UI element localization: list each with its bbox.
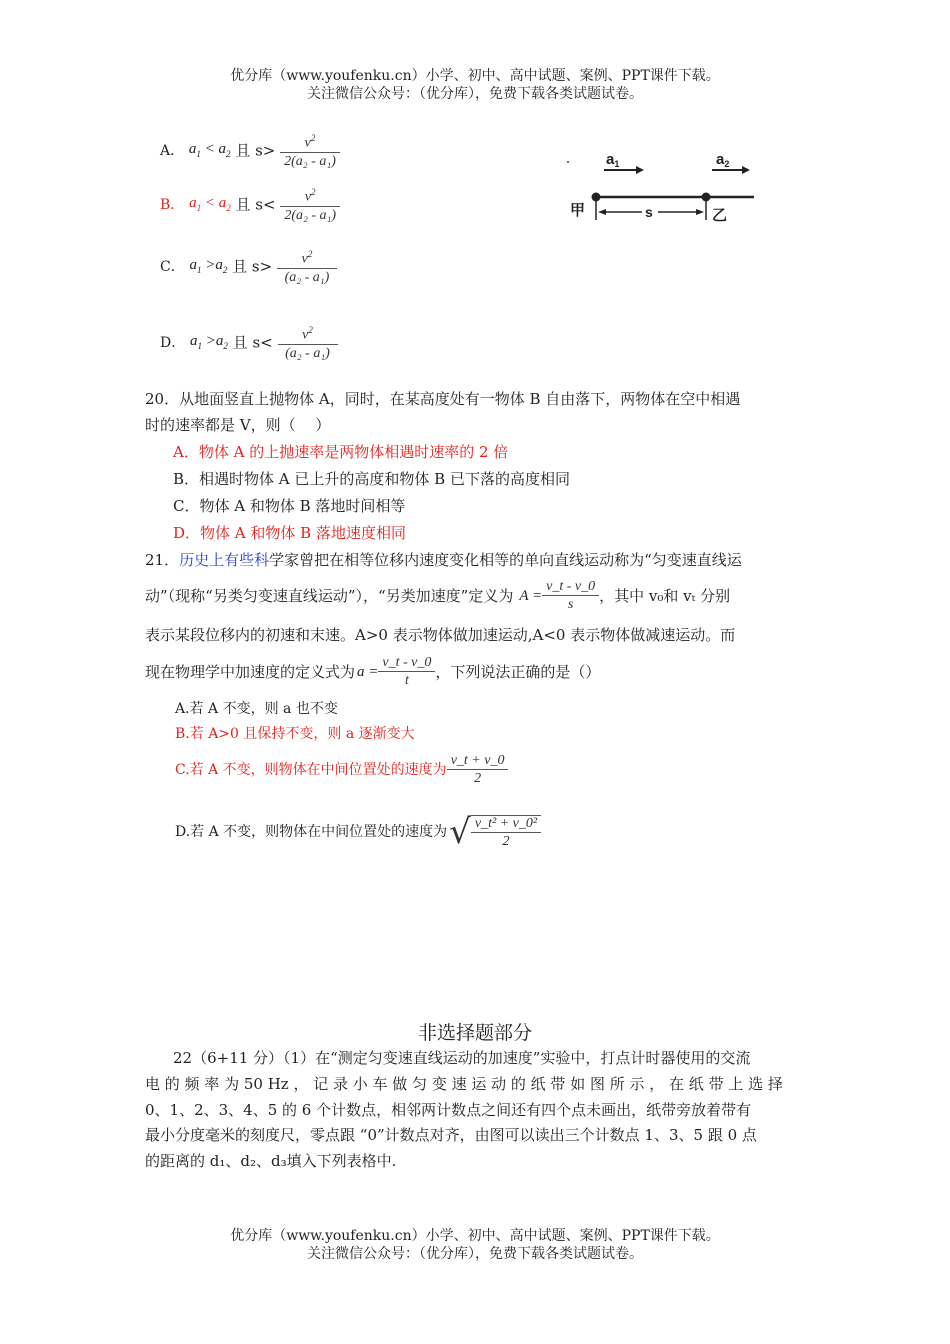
q20-option-a: A．物体 A 的上抛速率是两物体相遇时速率的 2 倍	[173, 443, 509, 461]
q19-option-c: C． $a_1 >a_2$ 且 s> $\frac{v^2}{\text{(a₂ - a₁)}}$	[160, 246, 337, 296]
fraction: $\frac{v\_t - v\_0}{t}$	[378, 655, 435, 689]
q21-line-3: 表示某段位移内的初速和末速。A>0 表示物体做加速运动,A<0 表示物体做减速运动。而	[145, 626, 736, 644]
footer-line-2: 关注微信公众号：（优分库），免费下载各类试题试卷。	[307, 1246, 643, 1262]
q21-option-b: B.若 A>0 且保持不变，则 a 逐渐变大	[175, 726, 415, 742]
q20-stem-line-2: 时的速率都是 V，则（ ）	[145, 416, 331, 434]
q21-link[interactable]: 历史上有些科	[179, 551, 270, 569]
a2-arrowhead	[742, 166, 750, 174]
sqrt-sign: √	[449, 812, 471, 852]
q21-line-2: 动”（现称“另类匀变速直线运动”），“另类加速度”定义为 A = $\frac{v\_t - v\_0}{s}$ ，其中 v₀和 vₜ 分别	[145, 579, 731, 612]
dim-arrow-right	[696, 209, 704, 215]
q19-option-a: A． $a_1 < a_2$ 且 s> $\frac{v^2}{\text{2(a₂ - a₁)}}$	[160, 130, 340, 174]
q20-option-d: D．物体 A 和物体 B 落地速度相同	[173, 524, 406, 542]
q19-option-d: D． $a_1 >a_2$ 且 s< $\frac{v^2}{\text{(a₂ - a₁)}}$	[160, 322, 338, 372]
a1-arrowhead	[636, 166, 644, 174]
jia-label: 甲	[570, 201, 586, 219]
header-line-2: 关注微信公众号：（优分库），免费下载各类试题试卷。	[307, 86, 643, 102]
q21-option-c: C.若 A 不变，则物体在中间位置处的速度为 $\frac{v\_t + v\_0}{2}$	[175, 748, 508, 792]
motion-diagram	[560, 140, 760, 230]
fraction: $\frac{v^2}{\text{2(a₂ - a₁)}}$	[280, 184, 340, 224]
q20-option-b: B．相遇时物体 A 已上升的高度和物体 B 已下落的高度相同	[173, 470, 570, 488]
fraction: $\frac{\text{v\_t² + v\_0²}}{2}$	[471, 815, 541, 850]
q22-line-4: 最小分度毫米的刻度尺，零点跟 “0”计数点对齐，由图可以读出三个计数点 1、3、5 跟 0 点	[145, 1126, 757, 1144]
q22-line-3: 0、1、2、3、4、5 的 6 个计数点，相邻两计数点之间还有四个点未画出，纸带旁放着带有	[145, 1101, 752, 1119]
a2-label: $a_2$	[716, 151, 730, 169]
distance-label: s	[645, 204, 653, 220]
dim-arrow-left	[598, 209, 606, 215]
q21-option-d: D.若 A 不变，则物体在中间位置处的速度为 √ $\frac{\text{v\_t² + v\_0²}}{2}$	[175, 804, 541, 860]
dot-mark	[567, 161, 569, 163]
q22-line-1: 22（6+11 分）（1）在“测定匀变速直线运动的加速度”实验中，打点计时器使用的交流	[173, 1049, 751, 1067]
fraction: $\frac{v\_t - v\_0}{s}$	[542, 579, 599, 613]
yi-label: 乙	[712, 206, 728, 224]
q21-line-4: 现在物理学中加速度的定义式为 a = $\frac{v\_t - v\_0}{t}$ ，下列说法正确的是（）	[145, 655, 601, 688]
q19-option-b: B． $a_1 < a_2$ 且 s< $\frac{v^2}{\text{2(a₂ - a₁)}}$	[160, 184, 340, 228]
footer-line-1: 优分库（www.youfenku.cn）小学、初中、高中试题、案例、PPT课件下载。	[230, 1228, 720, 1244]
fraction: $\frac{v\_t + v\_0}{2}$	[447, 753, 509, 787]
a1-label: $a_1$	[606, 151, 620, 169]
q21-option-a: A.若 A 不变，则 a 也不变	[175, 701, 338, 717]
q20-stem-line-1: 20．从地面竖直上抛物体 A，同时，在某高度处有一物体 B 自由落下，两物体在空中相遇	[145, 390, 741, 408]
q22-line-5: 的距离的 d₁、d₂、d₃填入下列表格中.	[145, 1152, 397, 1170]
fraction: $\frac{v^2}{\text{2(a₂ - a₁)}}$	[280, 130, 340, 170]
fraction: $\frac{v^2}{\text{(a₂ - a₁)}}$	[278, 322, 338, 362]
q22-line-2: 电 的 频 率 为 50 Hz ， 记 录 小 车 做 匀 变 速 运 动 的 纸 带 如 图 所 示 ， 在 纸 带 上 选 择	[145, 1075, 783, 1093]
q20-option-c: C．物体 A 和物体 B 落地时间相等	[173, 497, 406, 515]
section-title: 非选择题部分	[417, 1022, 532, 1044]
fraction: $\frac{v^2}{\text{(a₂ - a₁)}}$	[277, 246, 337, 286]
header-line-1: 优分库（www.youfenku.cn）小学、初中、高中试题、案例、PPT课件下载。	[230, 68, 720, 84]
q21-line-1: 21．历史上有些科学家曾把在相等位移内速度变化相等的单向直线运动称为“匀变速直线运	[145, 551, 742, 569]
